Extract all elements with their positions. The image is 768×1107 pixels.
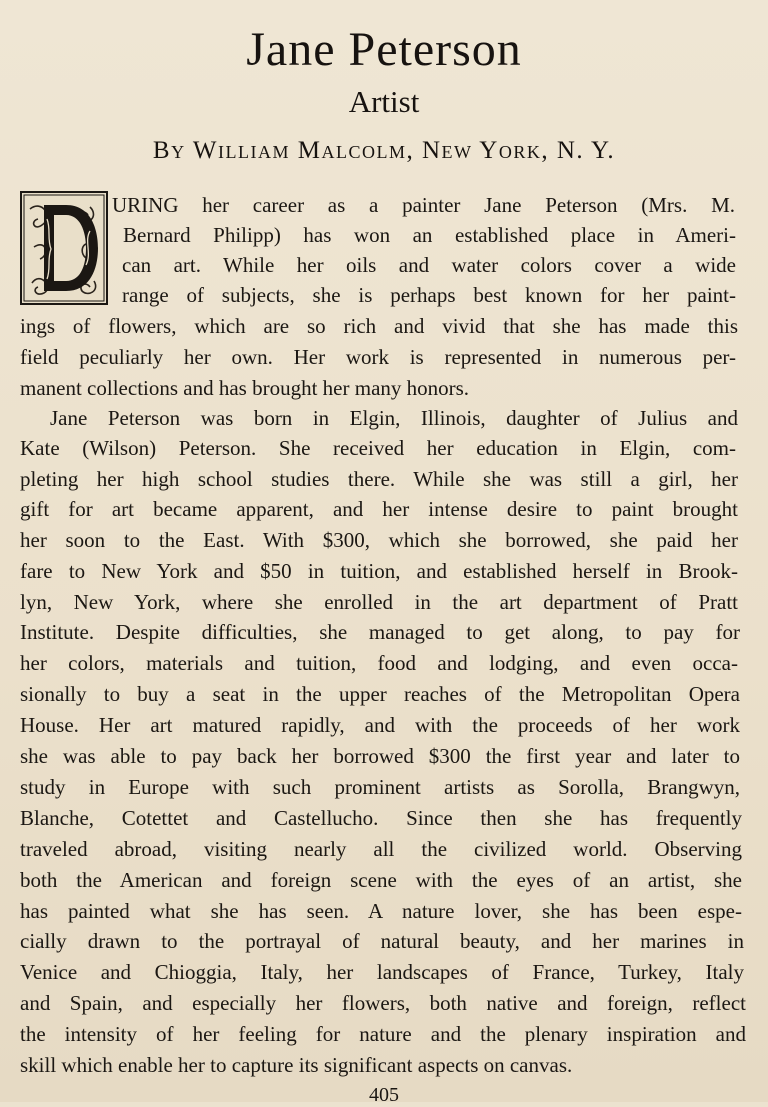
body-text-line: has painted what she has seen. A nature lover, she has been espe- <box>20 899 742 923</box>
body-text-line: range of subjects, she is perhaps best known for her paint- <box>122 283 736 307</box>
body-text-line: field peculiarly her own. Her work is represented in numerous per- <box>20 345 736 369</box>
body-text-line: traveled abroad, visiting nearly all the civilized world. Observing <box>20 837 742 861</box>
ornamental-initial-d <box>20 191 108 305</box>
body-text-line: manent collections and has brought her many honors. <box>20 376 470 400</box>
article-byline: By William Malcolm, New York, N. Y. <box>152 137 616 164</box>
body-text-line: the intensity of her feeling for nature and the plenary inspiration and <box>20 1022 746 1046</box>
body-text-line: Kate (Wilson) Peterson. She received her education in Elgin, com- <box>20 436 736 460</box>
body-text-line: she was able to pay back her borrowed $300 the first year and later to <box>20 744 740 768</box>
body-text-line: both the American and foreign scene with the eyes of an artist, she <box>20 868 742 892</box>
body-text-line: sionally to buy a seat in the upper reaches of the Metropolitan Opera <box>20 682 740 706</box>
body-text-line: cially drawn to the portrayal of natural beauty, and her marines in <box>20 929 744 953</box>
body-text-line: ings of flowers, which are so rich and vivid that she has made this <box>20 314 738 338</box>
body-text-line: Bernard Philipp) has won an established place in Ameri- <box>123 223 736 247</box>
article-subtitle: Artist <box>348 84 420 119</box>
body-text-line: can art. While her oils and water colors cover a wide <box>122 253 736 277</box>
body-text-line: URING her career as a painter Jane Peterson (Mrs. M. <box>112 193 735 217</box>
body-text-line: Blanche, Cotettet and Castellucho. Since then she has frequently <box>20 806 742 830</box>
body-text-line: lyn, New York, where she enrolled in the art department of Pratt <box>20 590 738 614</box>
body-text-line: gift for art became apparent, and her intense desire to paint brought <box>20 497 738 521</box>
body-text-line: Institute. Despite difficulties, she managed to get along, to pay for <box>20 620 740 644</box>
page-number: 405 <box>369 1084 399 1106</box>
body-text-line: fare to New York and $50 in tuition, and established herself in Brook- <box>20 559 738 583</box>
article-title: Jane Peterson <box>246 23 522 76</box>
body-text-line: her soon to the East. With $300, which she borrowed, she paid her <box>20 528 738 552</box>
body-text-line: skill which enable her to capture its significant aspects on canvas. <box>20 1053 573 1077</box>
body-text-line: Venice and Chioggia, Italy, her landscapes of France, Turkey, Italy <box>20 960 744 984</box>
body-text-line: House. Her art matured rapidly, and with the proceeds of her work <box>20 713 740 737</box>
body-text-line: and Spain, and especially her flowers, both native and foreign, reflect <box>20 991 746 1015</box>
body-text-line: Jane Peterson was born in Elgin, Illinois, daughter of Julius and <box>50 406 738 430</box>
body-text-line: her colors, materials and tuition, food and lodging, and even occa- <box>20 651 738 675</box>
body-text-line: study in Europe with such prominent artists as Sorolla, Brangwyn, <box>20 775 740 799</box>
body-text-line: pleting her high school studies there. While she was still a girl, her <box>20 467 738 491</box>
